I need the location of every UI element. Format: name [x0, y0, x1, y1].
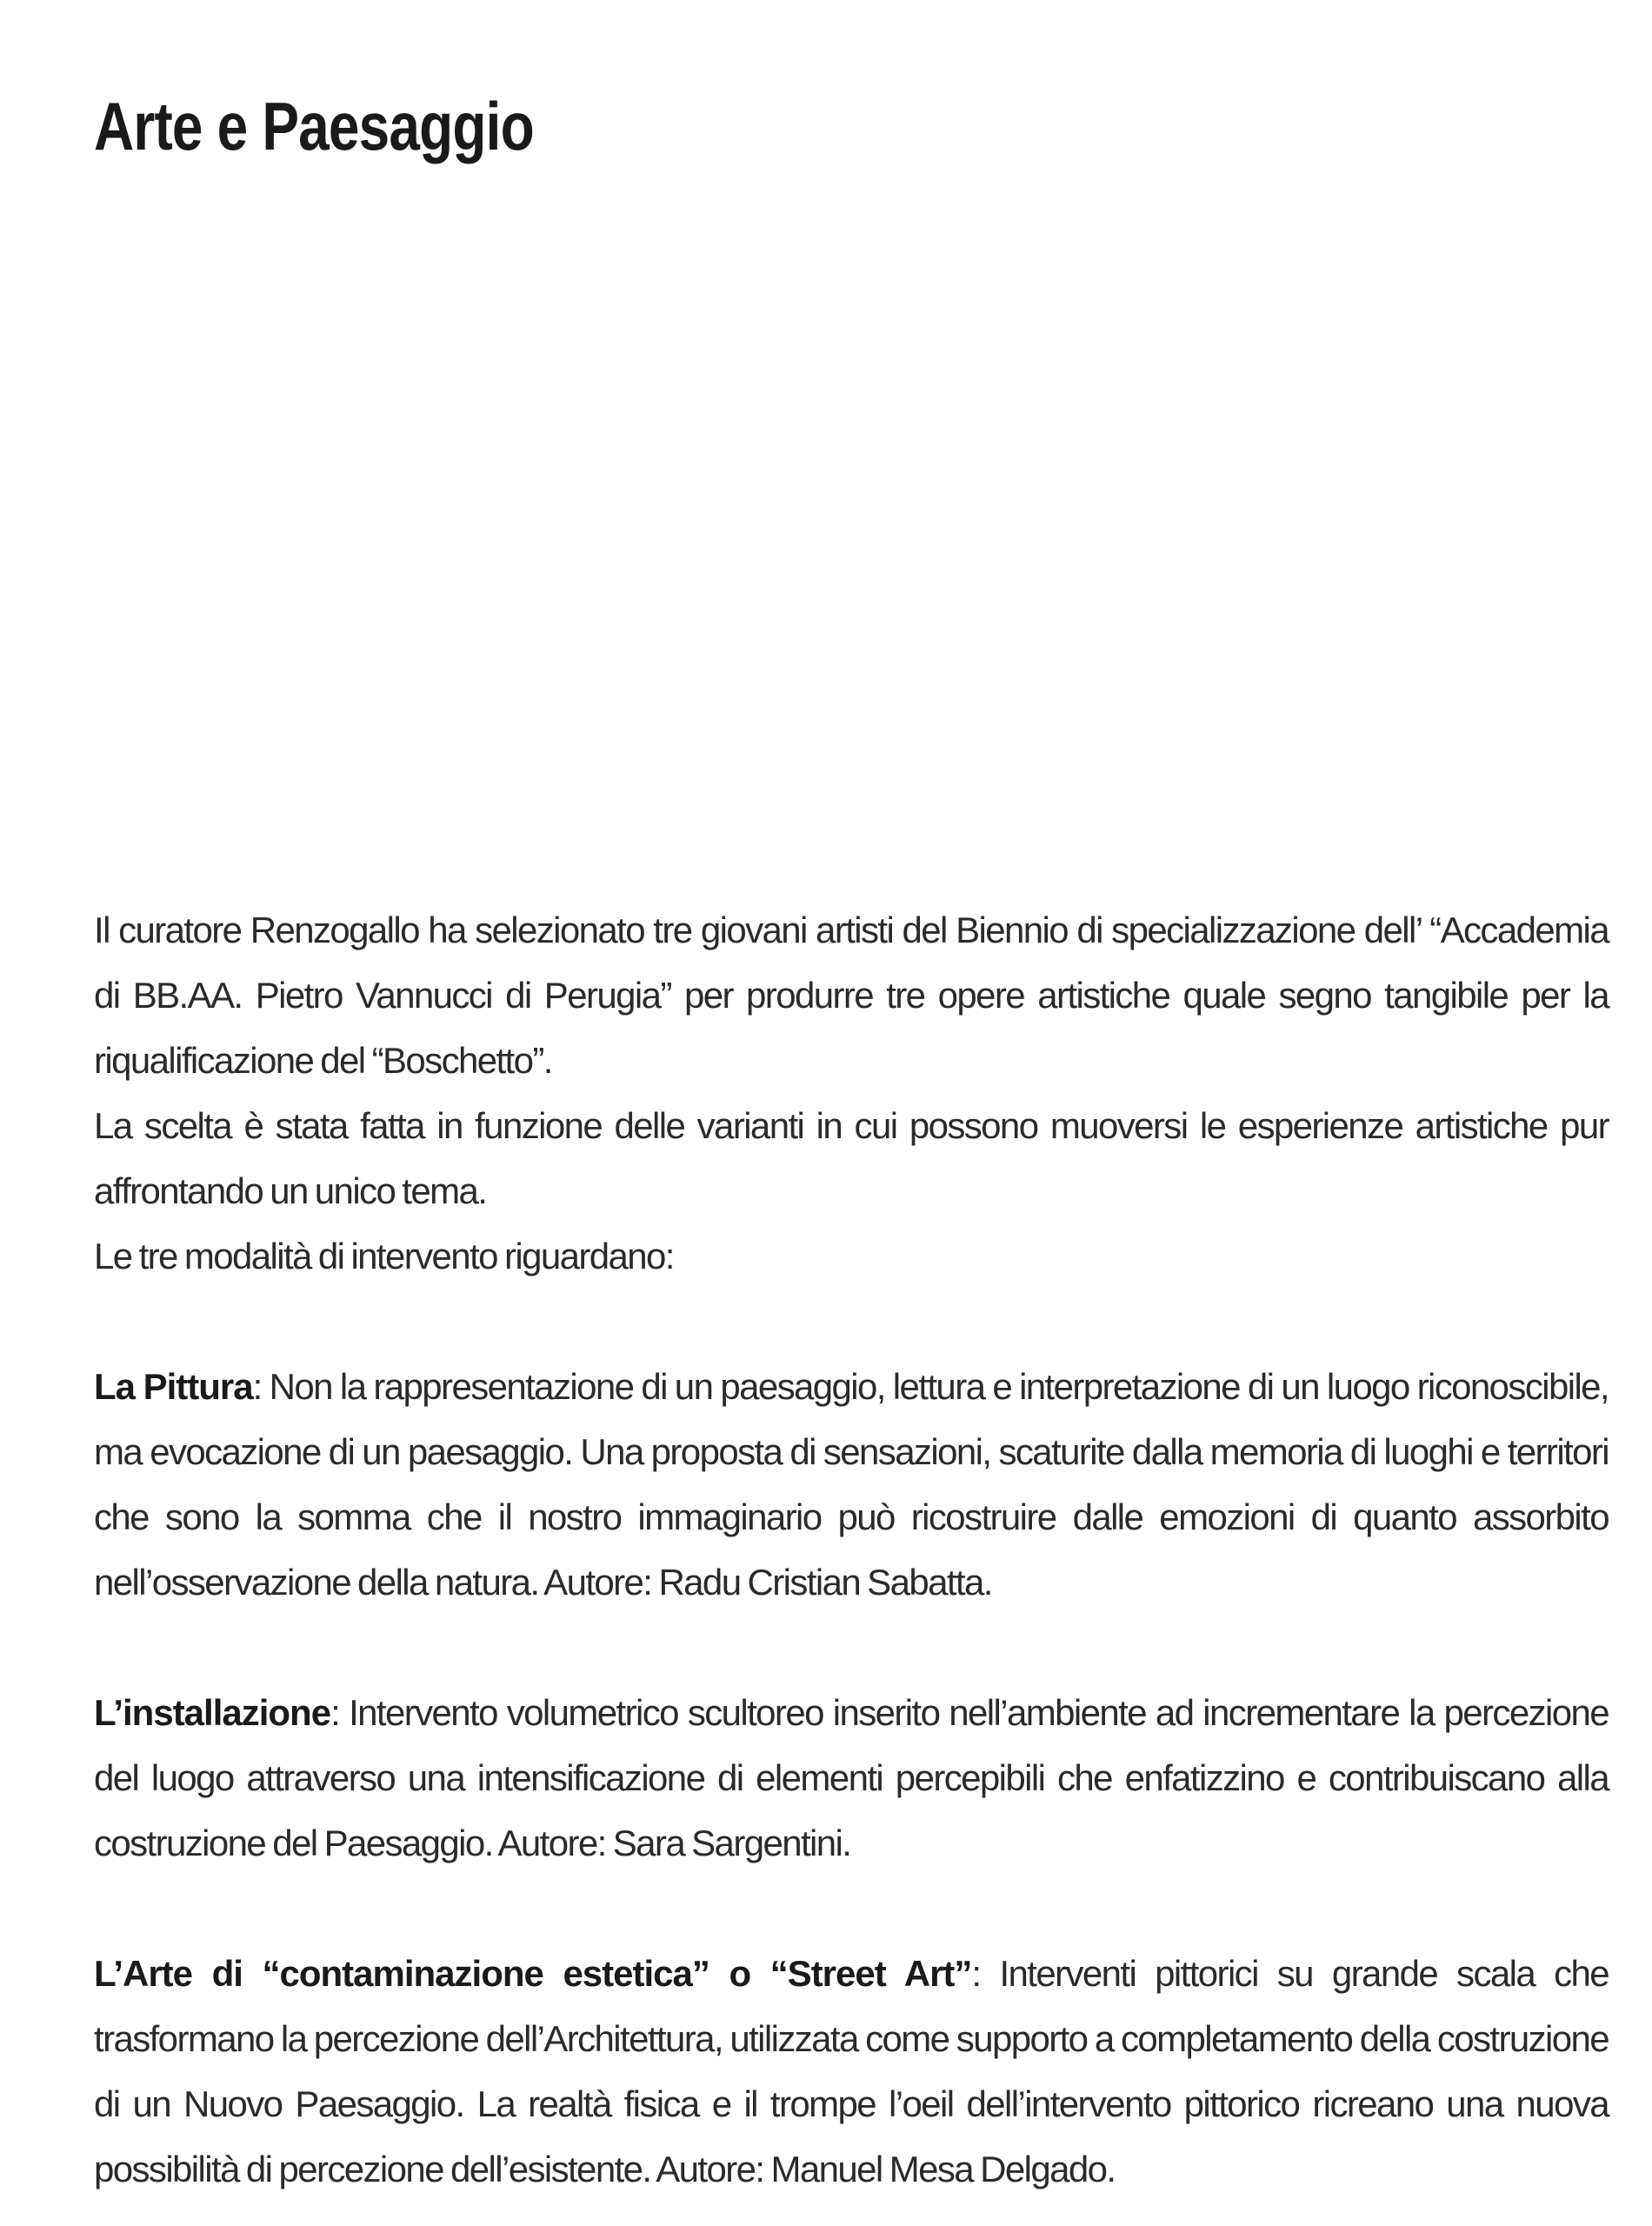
section-heading: L’installazione	[94, 1692, 331, 1733]
page-title: Arte e Paesaggio	[94, 88, 534, 164]
section-installazione	[94, 1680, 1609, 1876]
intro-paragraph: La scelta è stata fatta in funzione delle varianti in cui possono muoversi le esperienze artistiche pur affrontando un unico tema.	[94, 1105, 1609, 1211]
intro-paragraph: Le tre modalità di intervento riguardano:	[94, 1236, 674, 1276]
section-text: : Non la rappresentazione di un paesaggio, lettura e interpretazione di un luogo riconoscibile, ma evocazione di un paesaggio. Una proposta di sensazioni, scaturite dalla memoria di luoghi e territori che sono la somma che il nostro immaginario può ricostruire dalle emozioni di quanto assorbito nell’osservazione della natura. Autore: Radu Cristian Sabatta.	[94, 1366, 1609, 1603]
section-pittura	[94, 1354, 1609, 1615]
section-text: : Intervento volumetrico scultoreo inserito nell’ambiente ad incrementare la percezione del luogo attraverso una intensificazione di elementi percepibili che enfatizzino e contribuiscano alla costruzione del Paesaggio. Autore: Sara Sargentini.	[94, 1692, 1609, 1863]
section-heading: L’Arte di “contaminazione estetica” o “Street Art”	[94, 1953, 972, 1994]
section-text: : Interventi pittorici su grande scala che trasformano la percezione dell’Architettura, utilizzata come supporto a completamento della costruzione di un Nuovo Paesaggio. La realtà fisica e il trompe l’oeil dell’intervento pittorico ricreano una nuova possibilità di percezione dell’esistente. Autore: Manuel Mesa Delgado.	[94, 1953, 1609, 2189]
article-body	[94, 897, 1609, 2202]
intro-paragraph: Il curatore Renzogallo ha selezionato tre giovani artisti del Biennio di specializzazione dell’ “Accademia di BB.AA. Pietro Vannucci di Perugia” per produrre tre opere artistiche quale segno tangibile per la riqualificazione del “Boschetto”.	[94, 910, 1609, 1081]
section-heading: La Pittura	[94, 1366, 253, 1407]
section-street-art	[94, 1941, 1609, 2202]
